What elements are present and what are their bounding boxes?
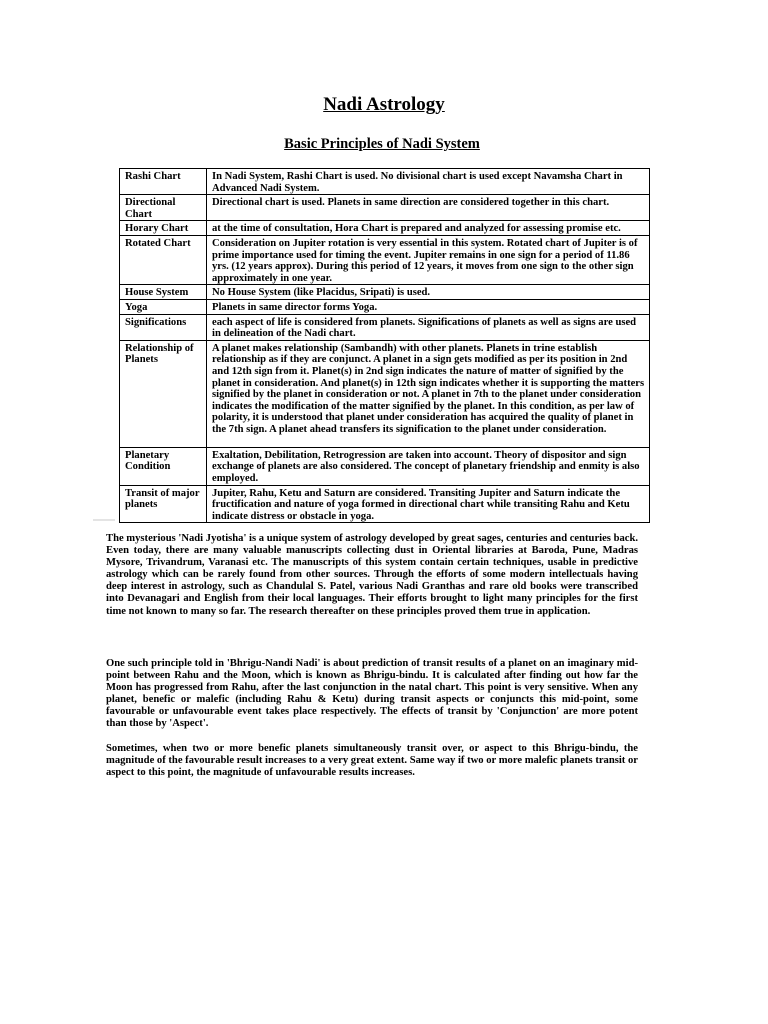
table-row <box>120 235 650 284</box>
row-description: Jupiter, Rahu, Ketu and Saturn are considered. Transiting Jupiter and Saturn indicate the fructification and nature of yoga formed in directional chart while transiting Rahu and Ketu indicate distress or obstacle in yoga. <box>207 485 650 523</box>
row-term: Rashi Chart <box>120 169 207 195</box>
body-paragraph: Sometimes, when two or more benefic planets simultaneously transit over, or aspect to this Bhrigu-bindu, the magnitude of the favourable result increases to a very great extent. Same way if two or more malefic planets transit or aspect to this point, the magnitude of unfavourable results increases. <box>106 743 638 779</box>
table-row <box>120 340 650 447</box>
table-row <box>120 221 650 236</box>
row-description: Consideration on Jupiter rotation is very essential in this system. Rotated chart of Jupiter is of prime importance used for timing the event. Jupiter remains in one sign for a period of 11.86 yrs. (12 years approx). During this period of 12 years, it moves from one sign to the other sign approximately in one year. <box>207 235 650 284</box>
table-row <box>120 314 650 340</box>
principles-table <box>119 168 650 523</box>
table-row <box>120 485 650 523</box>
row-description: at the time of consultation, Hora Chart is prepared and analyzed for assessing promise etc. <box>207 221 650 236</box>
table-row <box>120 447 650 485</box>
row-term: Rotated Chart <box>120 235 207 284</box>
table-row <box>120 169 650 195</box>
scan-artifact-line <box>93 519 115 521</box>
row-term: House System <box>120 285 207 300</box>
document-subtitle: Basic Principles of Nadi System <box>284 136 480 152</box>
table-row <box>120 285 650 300</box>
row-description: each aspect of life is considered from planets. Significations of planets as well as signs are used in delineation of the Nadi chart. <box>207 314 650 340</box>
row-description: No House System (like Placidus, Sripati) is used. <box>207 285 650 300</box>
body-paragraph: The mysterious 'Nadi Jyotisha' is a unique system of astrology developed by great sages, centuries and centuries back. Even today, there are many valuable manuscripts collecting dust in Oriental libraries at Baroda, Pune, Madras Mysore, Trivandrum, Varanasi etc. The manuscripts of this system contain certain techniques, usable in predictive astrology which can be rarely found from other sources. Through the efforts of some modern intellectuals having deep interest in astrology, such as Chandulal S. Patel, various Nadi Granthas and rare old books were transcribed into Devanagari and English from their local languages. Their efforts brought to light many principles for the first time not known to many so far. The research thereafter on these principles proved them true in application. <box>106 533 638 617</box>
principles-table-container <box>119 168 650 523</box>
row-description: In Nadi System, Rashi Chart is used. No divisional chart is used except Navamsha Chart in Advanced Nadi System. <box>207 169 650 195</box>
document-title: Nadi Astrology <box>323 94 445 115</box>
row-term: Horary Chart <box>120 221 207 236</box>
row-description: Exaltation, Debilitation, Retrogression are taken into account. Theory of dispositor and sign exchange of planets are also considered. The concept of planetary friendship and enmity is also employed. <box>207 447 650 485</box>
table-row <box>120 195 650 221</box>
row-term: Significations <box>120 314 207 340</box>
row-term: Planetary Condition <box>120 447 207 485</box>
row-description: Planets in same director forms Yoga. <box>207 299 650 314</box>
row-description: A planet makes relationship (Sambandh) with other planets. Planets in trine establish relationship as if they are conjunct. A planet in a sign gets modified as per its position in 2nd and 12th sign from it. Planet(s) in 2nd sign indicates the nature of matter of signified by the planet in consideration. And planet(s) in 12th sign indicates whether it is supporting the matters signified by the planet in consideration or not. A planet in 7th to the planet under consideration indicates the modification of the matter signified by the planet. In this condition, as per law of polarity, it is understood that planet under consideration has acquired the quality of planet in the 7th sign. A planet ahead transfers its signification to the planet under consideration. <box>207 340 650 447</box>
body-paragraph: One such principle told in 'Bhrigu-Nandi Nadi' is about prediction of transit results of a planet on an imaginary mid-point between Rahu and the Moon, which is known as Bhrigu-bindu. It is calculated after finding out how far the Moon has progressed from Rahu, after the last conjunction in the natal chart. This point is very sensitive. When any planet, benefic or malefic (including Rahu & Ketu) during transit aspects or conjuncts this mid-point, some favourable or unfavourable event takes place respectively. The effects of transit by 'Conjunction' are more potent than those by 'Aspect'. <box>106 658 638 730</box>
row-description: Directional chart is used. Planets in same direction are considered together in this chart. <box>207 195 650 221</box>
row-term: Yoga <box>120 299 207 314</box>
row-term: Directional Chart <box>120 195 207 221</box>
row-term: Transit of major planets <box>120 485 207 523</box>
row-term: Relationship of Planets <box>120 340 207 447</box>
table-row <box>120 299 650 314</box>
